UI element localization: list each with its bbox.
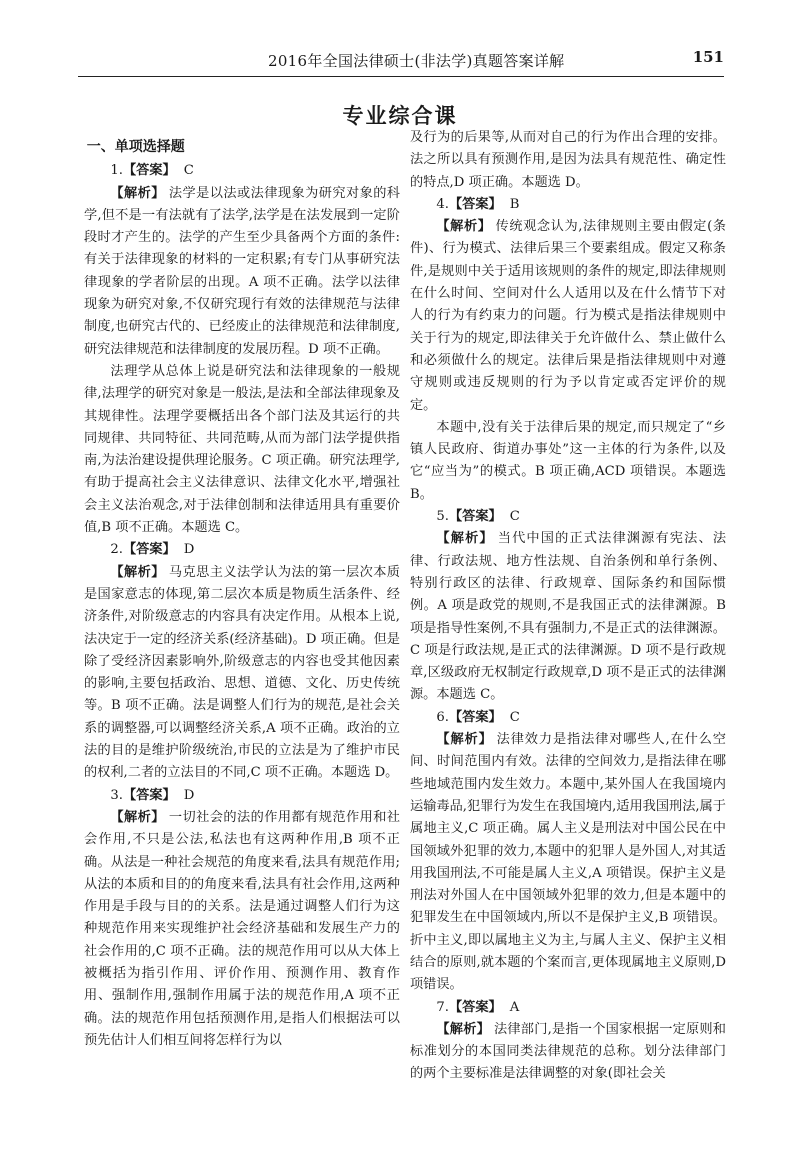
- running-header: [78, 48, 724, 72]
- analysis-label: 【解析】: [436, 531, 494, 547]
- question-6-answer: [410, 707, 726, 729]
- answer-label: 【答案】: [448, 509, 502, 525]
- question-2-answer: [84, 539, 400, 561]
- question-4-answer: [410, 194, 726, 216]
- question-number: 2.: [110, 542, 123, 558]
- question-number: 4.: [436, 196, 449, 212]
- analysis-label: 【解析】: [110, 809, 165, 825]
- header-rule: [78, 76, 724, 77]
- section-title: 专业综合课: [342, 104, 458, 128]
- answer-label: 【答案】: [122, 787, 176, 803]
- answer-value: B: [509, 196, 520, 212]
- question-number: 5.: [436, 509, 449, 525]
- analysis-text: 一切社会的法的作用都有规范作用和社会作用,不只是公法,私法也有这两种作用,B 项不正确。从法是一种社会规范的角度来看,法具有规范作用;从法的本质和目的的角度来看,法具有社会作用,这两种作用是手段与目的的关系。法是通过调整人们行为这种规范作用来实现维护社会经济基础和发展生产力的社会作用的,C 项不正确。法的规范作用可以从大体上被概括为指引作用、评价作用、预测作用、教育作用、强制作用,强制作用属于法的规范作用,A 项不正确。法的规范作用包括预测作用,是指人们根据法可以预先估计人们相互间将怎样行为以: [84, 809, 400, 1048]
- question-5-answer: [410, 506, 726, 528]
- page-number: 151: [692, 48, 724, 66]
- analysis-label: 【解析】: [110, 185, 165, 201]
- question-6-analysis: [410, 729, 726, 997]
- question-2-analysis: [84, 562, 400, 785]
- analysis-text: 法律效力是指法律对哪些人,在什么空间、时间范围内有效。法律的空间效力,是指法律在哪些地域范围内发生效力。本题中,某外国人在我国境内运输毒品,犯罪行为发生在我国境内,适用我国刑法,属于属地主义,C 项正确。属人主义是刑法对中国公民在中国领域外犯罪的效力,本题中的犯罪人是外国人,对其适用我国刑法,不可能是属人主义,A 项错误。保护主义是刑法对外国人在中国领域外犯罪的效力,但是本题中的犯罪发生在中国领域内,所以不是保护主义,B 项错误。折中主义,即以属地主义为主,与属人主义、保护主义相结合的原则,就本题的个案而言,更体现属地主义原则,D 项错误。: [410, 732, 726, 993]
- question-number: 1.: [110, 163, 123, 179]
- question-1-analysis: [84, 183, 400, 361]
- analysis-text: 法律部门,是指一个国家根据一定原则和标准划分的本国同类法律规范的总称。划分法律部门的两个主要标准是法律调整的对象(即社会关: [410, 1021, 726, 1082]
- answer-label: 【答案】: [448, 196, 502, 212]
- header-title: 2016年全国法律硕士(非法学)真题答案详解: [268, 52, 565, 70]
- question-number: 7.: [436, 999, 449, 1015]
- question-4-analysis-p2: 本题中,没有关于法律后果的规定,而只规定了“乡镇人民政府、街道办事处”这一主体的行为条件,以及它“应当为”的模式。B 项正确,ACD 项错误。本题选 B。: [410, 419, 726, 502]
- right-column: [410, 127, 726, 1086]
- analysis-text: 马克思主义法学认为法的第一层次本质是国家意志的体现,第二层次本质是物质生活条件、经济条件,对阶级意志的内容具有决定作用。从根本上说,法决定于一定的经济关系(经济基础)。D 项正确。但是除了受经济因素影响外,阶级意志的内容也受其他因素的影响,主要包括政治、思想、道德、文化、历史传统等。B 项不正确。法是调整人们行为的规范,是社会关系的调整器,可以调整经济关系,A 项不正确。政治的立法的目的是维护阶级统治,市民的立法是为了维护市民的权利,二者的立法目的不同,C 项不正确。本题选 D。: [84, 564, 400, 781]
- answer-value: C: [509, 709, 520, 725]
- question-3-analysis-continued: 及行为的后果等,从而对自己的行为作出合理的安排。法之所以具有预测作用,是因为法具有规范性、确定性的特点,D 项正确。本题选 D。: [410, 130, 726, 190]
- question-7-answer: [410, 997, 726, 1019]
- analysis-text: 法学是以法或法律现象为研究对象的科学,但不是一有法就有了法学,法学是在法发展到一定阶段时才产生的。法学的产生至少具备两个方面的条件:有关于法律现象的材料的一定积累;有专门从事研究法律现象的学者阶层的出现。A 项不正确。法学以法律现象为研究对象,不仅研究现行有效的法律规范与法律制度,也研究古代的、已经废止的法律规范和法律制度,研究法律规范和法律制度的发展历程。D 项不正确。: [84, 185, 400, 357]
- answer-value: D: [183, 787, 195, 803]
- answer-value: C: [183, 163, 194, 179]
- question-3-analysis: [84, 807, 400, 1052]
- answer-value: D: [183, 542, 195, 558]
- question-5-analysis: [410, 528, 726, 706]
- analysis-text: 传统观念认为,法律规则主要由假定(条件)、行为模式、法律后果三个要素组成。假定又称条件,是规则中关于适用该规则的条件的规定,即法律规则在什么时间、空间对什么人适用以及在什么情节下对人的行为有约束力的问题。行为模式是指法律规则中关于行为的规定,即法律关于允许做什么、禁止做什么和必须做什么的规定。法律后果是指法律规则中对遵守规则或违反规则的行为予以肯定或否定评价的规定。: [410, 219, 726, 413]
- analysis-label: 【解析】: [436, 1021, 490, 1037]
- analysis-label: 【解析】: [436, 219, 492, 235]
- analysis-label: 【解析】: [110, 564, 165, 580]
- question-1-analysis-p2: 法理学从总体上说是研究法和法律现象的一般规律,法理学的研究对象是一般法,是法和全部法律现象及其规律性。法理学要概括出各个部门法及其运行的共同规律、共同特征、共同范畴,从而为部门法学提供指南,为法治建设提供理论服务。C 项正确。研究法理学,有助于提高社会主义法律意识、法律文化水平,增强社会主义法治观念,对于法律创制和法律适用具有重要价值,B 项不正确。本题选 C。: [84, 363, 400, 536]
- answer-label: 【答案】: [448, 999, 502, 1015]
- answer-value: A: [509, 999, 520, 1015]
- question-number: 3.: [110, 787, 123, 803]
- answer-label: 【答案】: [122, 163, 176, 179]
- left-column: [84, 136, 400, 1052]
- answer-value: C: [509, 509, 520, 525]
- analysis-text: 当代中国的正式法律渊源有宪法、法律、行政法规、地方性法规、自治条例和单行条例、特别行政区的法律、行政规章、国际条约和国际惯例。A 项是政党的规则,不是我国正式的法律渊源。B 项是指导性案例,不具有强制力,不是正式的法律渊源。C 项是行政法规,是正式的法律渊源。D 项不是行政规章,区级政府无权制定行政规章,D 项不是正式的法律渊源。本题选 C。: [410, 531, 727, 703]
- part-heading: 一、单项选择题: [86, 139, 185, 155]
- question-7-analysis: [410, 1019, 726, 1086]
- answer-label: 【答案】: [122, 542, 176, 558]
- question-1-answer: [84, 160, 400, 182]
- question-4-analysis: [410, 216, 726, 417]
- question-number: 6.: [436, 709, 449, 725]
- answer-label: 【答案】: [448, 709, 502, 725]
- question-3-answer: [84, 785, 400, 807]
- analysis-label: 【解析】: [436, 732, 493, 748]
